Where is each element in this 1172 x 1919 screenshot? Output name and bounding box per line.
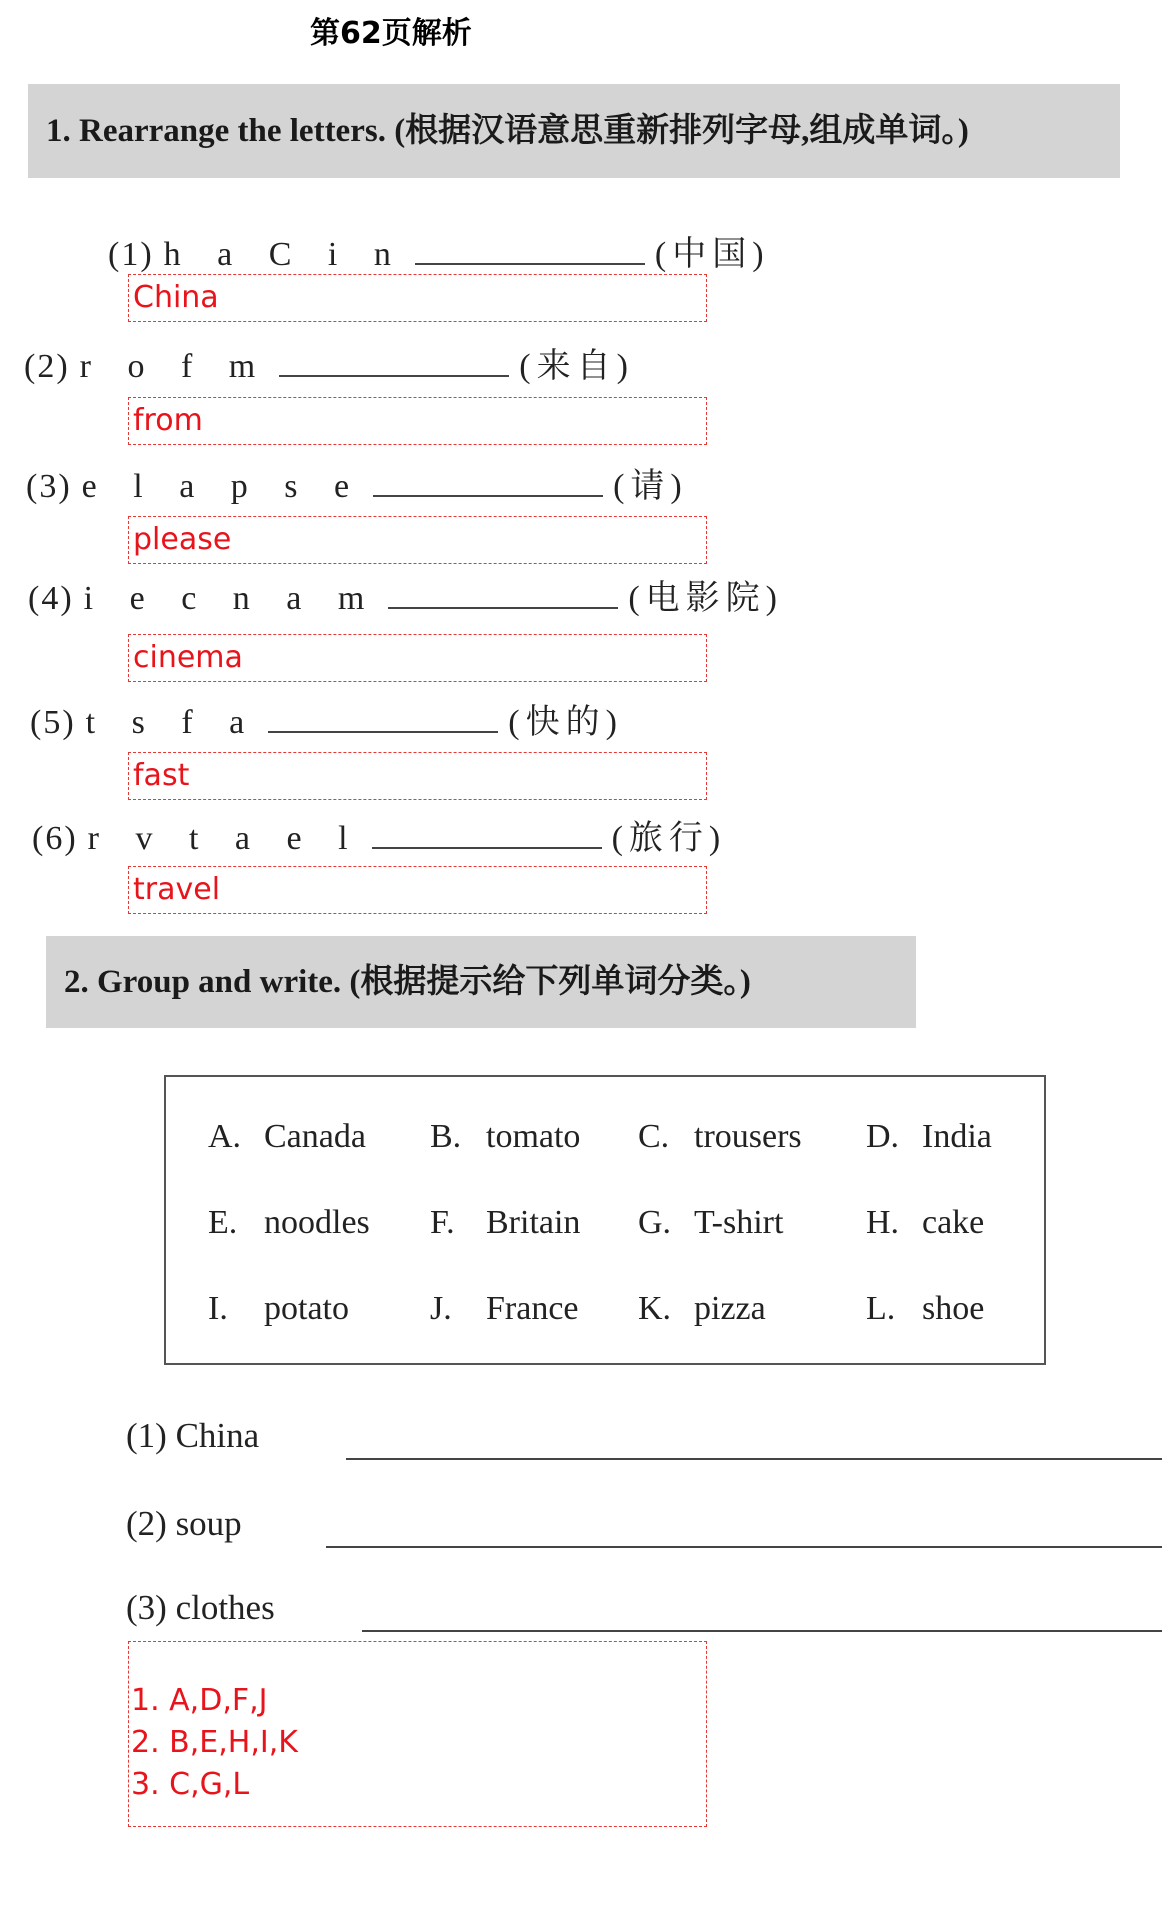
scrambled-letters: r o f m: [79, 348, 270, 385]
option-l: [866, 1290, 984, 1328]
question-4: [28, 570, 783, 619]
option-letter: H.: [866, 1204, 900, 1241]
scrambled-letters: h a C i n: [163, 236, 405, 273]
option-letter: L.: [866, 1290, 896, 1327]
option-c: [638, 1118, 802, 1156]
option-word: tomato: [486, 1118, 581, 1155]
option-letter: C.: [638, 1118, 670, 1155]
chinese-hint: (电影院): [628, 580, 783, 617]
category-number: (3): [126, 1588, 167, 1627]
option-h: [866, 1204, 984, 1242]
chinese-hint: (中国): [654, 236, 770, 273]
answer-blank: [373, 467, 603, 497]
option-letter: A.: [208, 1118, 242, 1155]
option-letter: E.: [208, 1204, 238, 1241]
option-word: France: [486, 1290, 579, 1327]
section2-banner: [46, 936, 916, 1028]
question-number: (2): [24, 348, 70, 385]
chinese-hint: (旅行): [611, 820, 727, 857]
option-word: T-shirt: [694, 1204, 784, 1241]
category-number: (1): [126, 1416, 167, 1455]
question-5: [30, 694, 623, 743]
option-word: Britain: [486, 1204, 581, 1241]
option-word: shoe: [922, 1290, 985, 1327]
answer-box-6: travel: [128, 866, 707, 914]
answer-box-2: from: [128, 397, 707, 445]
answer-box-3: please: [128, 516, 707, 564]
answer-box-5: fast: [128, 752, 707, 800]
answer-blank: [388, 579, 618, 609]
category-label: China: [175, 1416, 260, 1455]
question-3: [26, 458, 688, 507]
option-letter: D.: [866, 1118, 900, 1155]
option-word: potato: [264, 1290, 349, 1327]
option-word: India: [922, 1118, 992, 1155]
question-2: [24, 338, 634, 387]
scrambled-letters: e l a p s e: [81, 468, 364, 505]
grouping-answer-1: 1. A,D,F,J: [131, 1683, 268, 1718]
answer-blank: [372, 819, 602, 849]
question-number: (5): [30, 704, 76, 741]
grouping-answer-2: 2. B,E,H,I,K: [131, 1725, 298, 1760]
category-3-line: [362, 1630, 1162, 1632]
question-6: [32, 810, 726, 859]
option-letter: F.: [430, 1204, 455, 1241]
answer-blank: [279, 347, 509, 377]
answer-box-4: cinema: [128, 634, 707, 682]
category-2: [126, 1504, 242, 1544]
option-e: [208, 1204, 370, 1242]
option-word: trousers: [694, 1118, 802, 1155]
option-word: noodles: [264, 1204, 370, 1241]
section1-title: 1. Rearrange the letters. (根据汉语意思重新排列字母,组成单词。): [46, 113, 969, 149]
question-number: (4): [28, 580, 74, 617]
option-letter: G.: [638, 1204, 672, 1241]
option-k: [638, 1290, 766, 1328]
question-number: (6): [32, 820, 78, 857]
category-1: [126, 1416, 259, 1456]
section1-banner: [28, 84, 1120, 178]
category-label: clothes: [175, 1588, 275, 1627]
option-d: [866, 1118, 992, 1156]
option-f: [430, 1204, 580, 1242]
question-1: [108, 226, 770, 275]
question-number: (3): [26, 468, 72, 505]
option-j: [430, 1290, 579, 1328]
option-i: [208, 1290, 349, 1328]
category-number: (2): [126, 1504, 167, 1543]
option-letter: I.: [208, 1290, 228, 1327]
category-3: [126, 1588, 275, 1628]
option-a: [208, 1118, 366, 1156]
page-title: 第62页解析: [310, 16, 472, 51]
scrambled-letters: i e c n a m: [83, 580, 379, 617]
category-label: soup: [175, 1504, 242, 1543]
option-letter: J.: [430, 1290, 452, 1327]
question-number: (1): [108, 236, 154, 273]
option-g: [638, 1204, 783, 1242]
option-letter: K.: [638, 1290, 672, 1327]
chinese-hint: (快的): [508, 704, 623, 741]
scrambled-letters: t s f a: [85, 704, 259, 741]
answer-blank: [268, 703, 498, 733]
answer-blank: [415, 235, 645, 265]
grouping-answer-3: 3. C,G,L: [131, 1767, 250, 1802]
section2-title: 2. Group and write. (根据提示给下列单词分类。): [64, 964, 751, 1000]
answer-box-1: China: [128, 274, 707, 322]
option-word: cake: [922, 1204, 985, 1241]
category-1-line: [346, 1458, 1162, 1460]
chinese-hint: (来自): [519, 348, 634, 385]
chinese-hint: (请): [613, 468, 688, 505]
option-letter: B.: [430, 1118, 462, 1155]
option-b: [430, 1118, 580, 1156]
category-2-line: [326, 1546, 1162, 1548]
grouping-answer-box: [128, 1641, 707, 1827]
option-word: pizza: [694, 1290, 766, 1327]
scrambled-letters: r v t a e l: [87, 820, 362, 857]
option-word: Canada: [264, 1118, 366, 1155]
